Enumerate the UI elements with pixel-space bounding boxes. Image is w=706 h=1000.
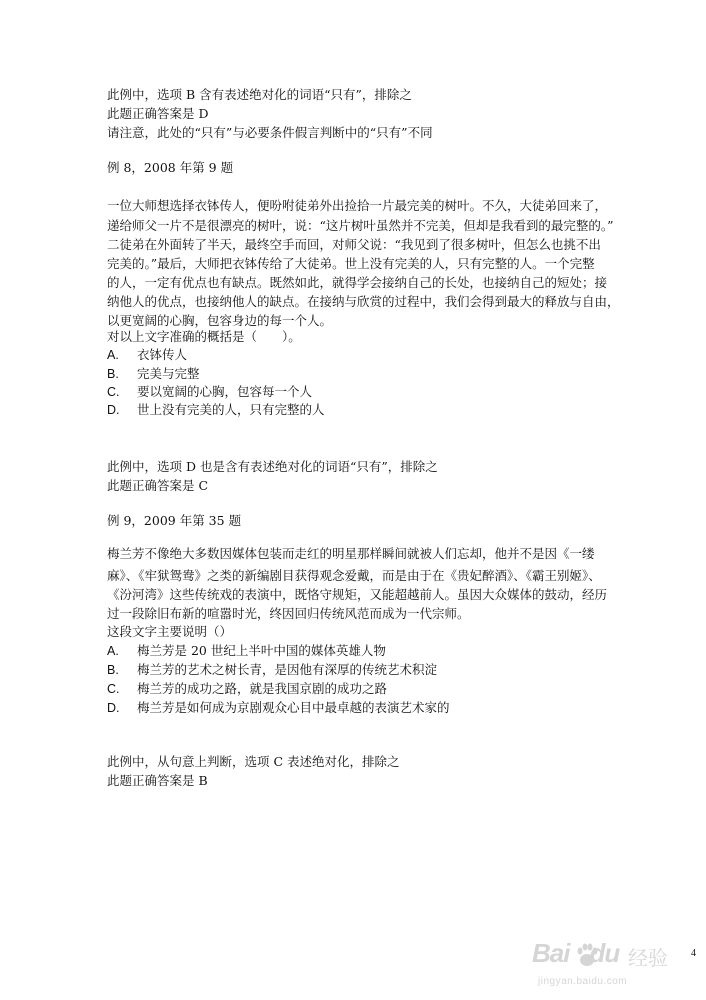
option-letter: D. <box>107 701 120 715</box>
example-9-heading: 例 9，2009 年第 35 题 <box>107 513 242 528</box>
watermark-jingyan: 经验 <box>628 946 668 970</box>
option-a <box>107 643 386 659</box>
passage-line: 过一段除旧布新的喧嚣时光，终因回归传统风范而成为一代宗师。 <box>107 606 470 621</box>
option-b <box>107 366 200 382</box>
option-c <box>107 384 312 400</box>
option-letter: A. <box>107 644 119 658</box>
note-line: 请注意，此处的“只有”与必要条件假言判断中的“只有”不同 <box>107 125 433 140</box>
answer-line: 此题正确答案是 C <box>107 478 209 493</box>
option-text: 世上没有完美的人，只有完整的人 <box>137 402 325 417</box>
passage-line: 的人，一定有优点也有缺点。既然如此，就得学会接纳自己的长处，也接纳自己的短处；接 <box>107 275 608 290</box>
watermark-url: jingyan.baidu.com <box>538 976 628 987</box>
passage-line: 完美的。”最后，大师把衣钵传给了大徒弟。世上没有完美的人，只有完整的人。一个完整 <box>107 256 595 271</box>
option-letter: C. <box>107 385 120 399</box>
option-text: 梅兰芳的艺术之树长青，是因他有深厚的传统艺术积淀 <box>137 662 438 677</box>
option-text: 衣钵传人 <box>137 347 188 362</box>
baidu-jingyan-watermark <box>532 938 682 994</box>
option-letter: C. <box>107 682 120 696</box>
option-d <box>107 700 450 716</box>
paw-icon <box>576 942 598 968</box>
option-c <box>107 681 387 697</box>
passage-line: 梅兰芳不像绝大多数因媒体包装而走红的明星那样瞬间就被人们忘却，他并不是因《一缕 <box>107 546 595 561</box>
passage-line: 二徒弟在外面转了半天，最终空手而回，对师父说：“我见到了很多树叶，但怎么也挑不出 <box>107 237 601 252</box>
option-letter: B. <box>107 367 119 381</box>
option-text: 梅兰芳的成功之路，就是我国京剧的成功之路 <box>137 681 388 696</box>
watermark-logo: Bai du <box>532 938 620 968</box>
option-a <box>107 347 187 363</box>
option-letter: B. <box>107 663 119 677</box>
example-9-question: 这段文字主要说明（） <box>107 624 233 639</box>
passage-line: 一位大师想选择衣钵传人，便吩咐徒弟外出捡拾一片最完美的树叶。不久，大徒弟回来了， <box>107 198 608 213</box>
analysis-line: 此例中，选项 D 也是含有表述绝对化的词语“只有”，排除之 <box>107 459 438 474</box>
option-letter: A. <box>107 348 119 362</box>
answer-line: 此题正确答案是 D <box>107 106 209 121</box>
option-d <box>107 402 325 418</box>
analysis-line: 此例中，选项 B 含有表述绝对化的词语“只有”，排除之 <box>107 87 412 102</box>
passage-line: 《汾河湾》这些传统戏的表演中，既恪守规矩，又能超越前人。虽因大众媒体的鼓动，经历 <box>107 587 608 602</box>
option-letter: D. <box>107 403 120 417</box>
option-text: 要以宽阔的心胸，包容每一个人 <box>137 384 313 399</box>
answer-line: 此题正确答案是 B <box>107 773 208 788</box>
passage-line: 以更宽阔的心胸，包容身边的每一个人。 <box>107 313 333 328</box>
passage-line: 麻》、《牢狱鸳鸯》之类的新编剧目获得观念爱戴，而是由于在《贵妃醉酒》、《霸王别姬》、 <box>107 568 601 583</box>
option-text: 完美与完整 <box>137 366 200 381</box>
option-text: 梅兰芳是如何成为京剧观众心目中最卓越的表演艺术家的 <box>137 700 450 715</box>
option-text: 梅兰芳是 20 世纪上半叶中国的媒体英雄人物 <box>137 643 386 658</box>
passage-line: 纳他人的优点，也接纳他人的缺点。在接纳与欣赏的过程中，我们会得到最大的释放与自由， <box>107 294 620 309</box>
page-number: 4 <box>691 948 696 959</box>
example-8-heading: 例 8，2008 年第 9 题 <box>107 160 234 175</box>
example-8-question: 对以上文字准确的概括是（ ）。 <box>107 329 301 344</box>
passage-line: 递给师父一片不是很漂亮的树叶，说：“这片树叶虽然并不完美，但却是我看到的最完整的。” <box>107 218 614 233</box>
option-b <box>107 662 437 678</box>
analysis-line: 此例中，从句意上判断，选项 C 表述绝对化，排除之 <box>107 754 400 769</box>
